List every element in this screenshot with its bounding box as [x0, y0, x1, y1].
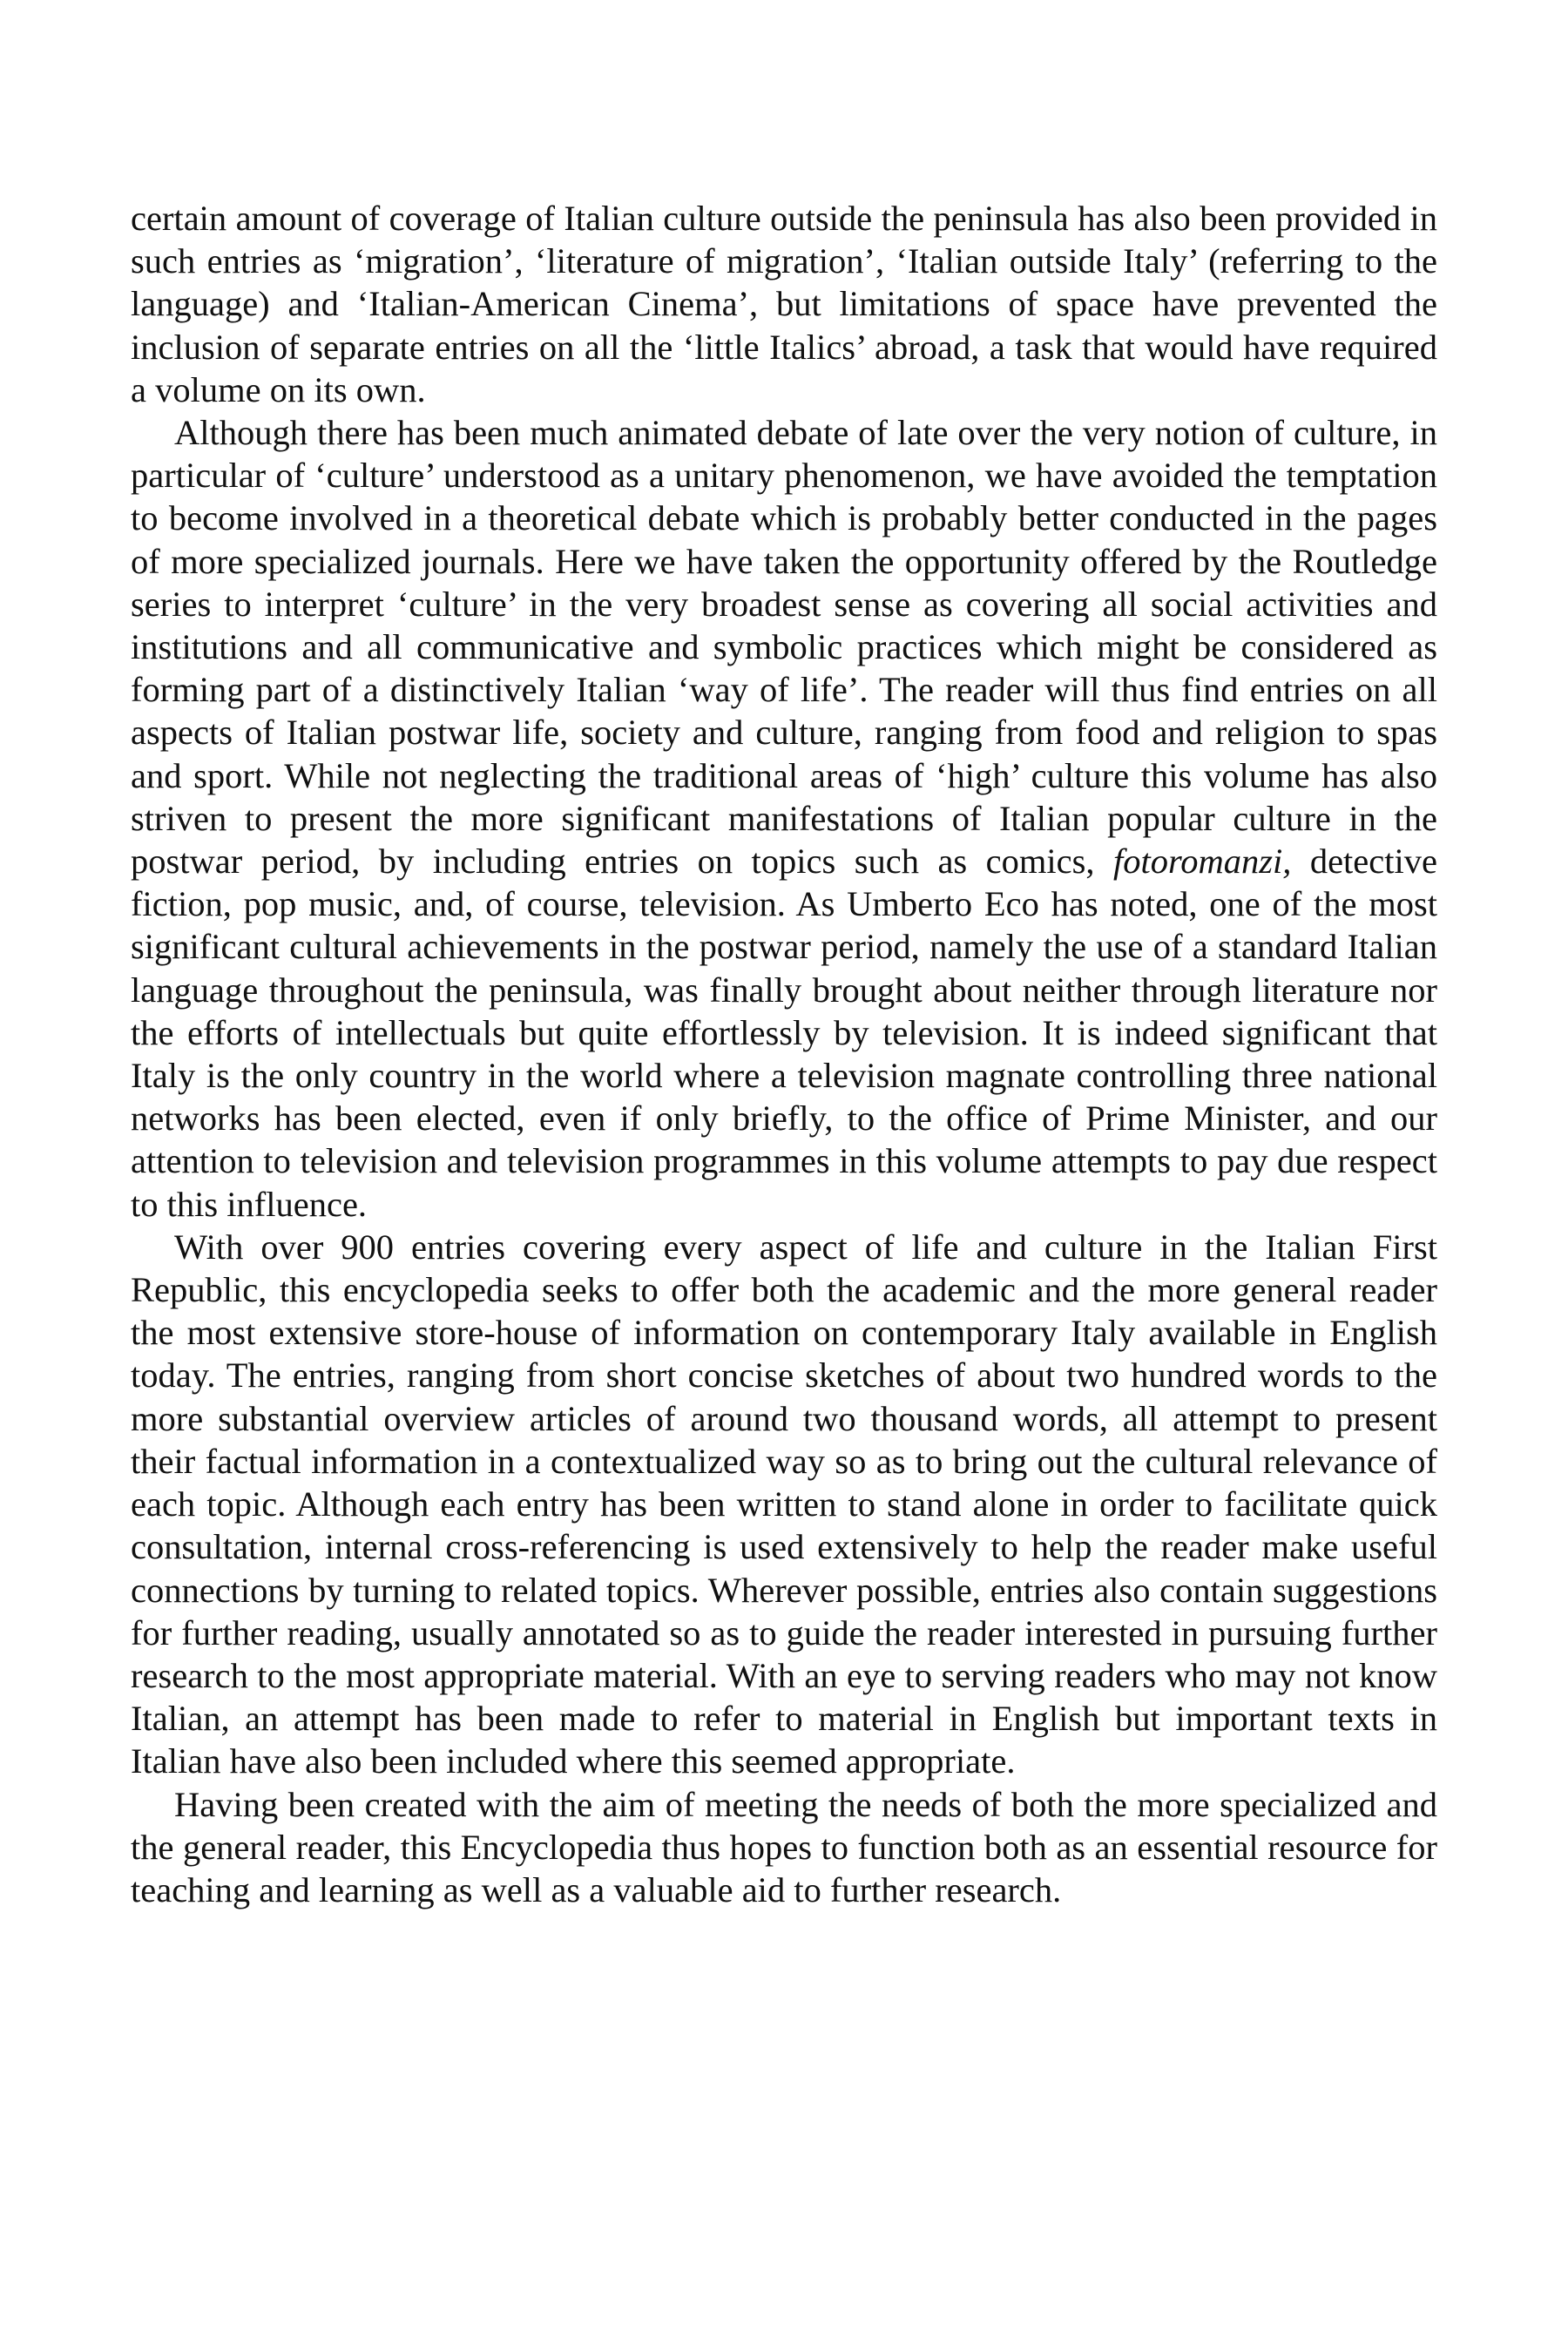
paragraph-conclusion [131, 1783, 1437, 1912]
paragraph-entries-overview [131, 1226, 1437, 1783]
italic-term-fotoromanzi: fotoromanzi, [1112, 841, 1292, 882]
paragraph-continuation [131, 197, 1437, 411]
body-text [131, 197, 1437, 1911]
paragraph-text: detective fiction, pop music, and, of course, television. As Umberto Eco has noted, one of the most significant cultural achievements in the postwar period, namely the use of a standard Italian language throughout the peninsula, was finally brought about neither through literature nor the efforts of intellectuals but quite effortlessly by television. It is indeed significant that Italy is the only country in the world where a television magnate controlling three national networks has been elected, even if only briefly, to the office of Prime Minister, and our attention to television and television programmes in this volume attempts to pay due respect to this influence. [131, 841, 1437, 1224]
paragraph-text: certain amount of coverage of Italian culture outside the peninsula has also been provided in such entries as ‘migration’, ‘literature of migration’, ‘Italian outside Italy’ (referring to the language) and ‘Italian-American Cinema’, but limitations of space have prevented the inclusion of separate entries on all the ‘little Italics’ abroad, a task that would have required a volume on its own. [131, 199, 1437, 409]
paragraph-culture-definition [131, 411, 1437, 1226]
paragraph-text: Having been created with the aim of meeting the needs of both the more specialized and the general reader, this Encyclopedia thus hopes to function both as an essential resource for teaching and learning as well as a valuable aid to further research. [131, 1784, 1437, 1909]
paragraph-text: Although there has been much animated debate of late over the very notion of culture, in particular of ‘culture’ understood as a unitary phenomenon, we have avoided the temptation to become involved in a theoretical debate which is probably better conducted in the pages of more specialized journals. Here we have taken the opportunity offered by the Routledge series to interpret ‘culture’ in the very broadest sense as covering all social activities and institutions and all communicative and symbolic practices which might be considered as forming part of a distinctively Italian ‘way of life’. The reader will thus find entries on all aspects of Italian postwar life, society and culture, ranging from food and religion to spas and sport. While not neglecting the traditional areas of ‘high’ culture this volume has also striven to present the more significant manifestations of Italian popular culture in the postwar period, by including entries on topics such as comics, [131, 413, 1437, 882]
paragraph-text: With over 900 entries covering every aspect of life and culture in the Italian First Republic, this encyclopedia seeks to offer both the academic and the more general reader the most extensive store-house of information on contemporary Italy available in English today. The entries, ranging from short concise sketches of about two hundred words to the more substantial overview articles of around two thousand words, all attempt to present their factual information in a contextualized way so as to bring out the cultural relevance of each topic. Although each entry has been written to stand alone in order to facilitate quick consultation, internal cross-referencing is used extensively to help the reader make useful connections by turning to related topics. Wherever possible, entries also contain suggestions for further reading, usually annotated so as to guide the reader interested in pursuing further research to the most appropriate material. With an eye to serving readers who may not know Italian, an attempt has been made to refer to material in English but important texts in Italian have also been included where this seemed appropriate. [131, 1227, 1437, 1781]
